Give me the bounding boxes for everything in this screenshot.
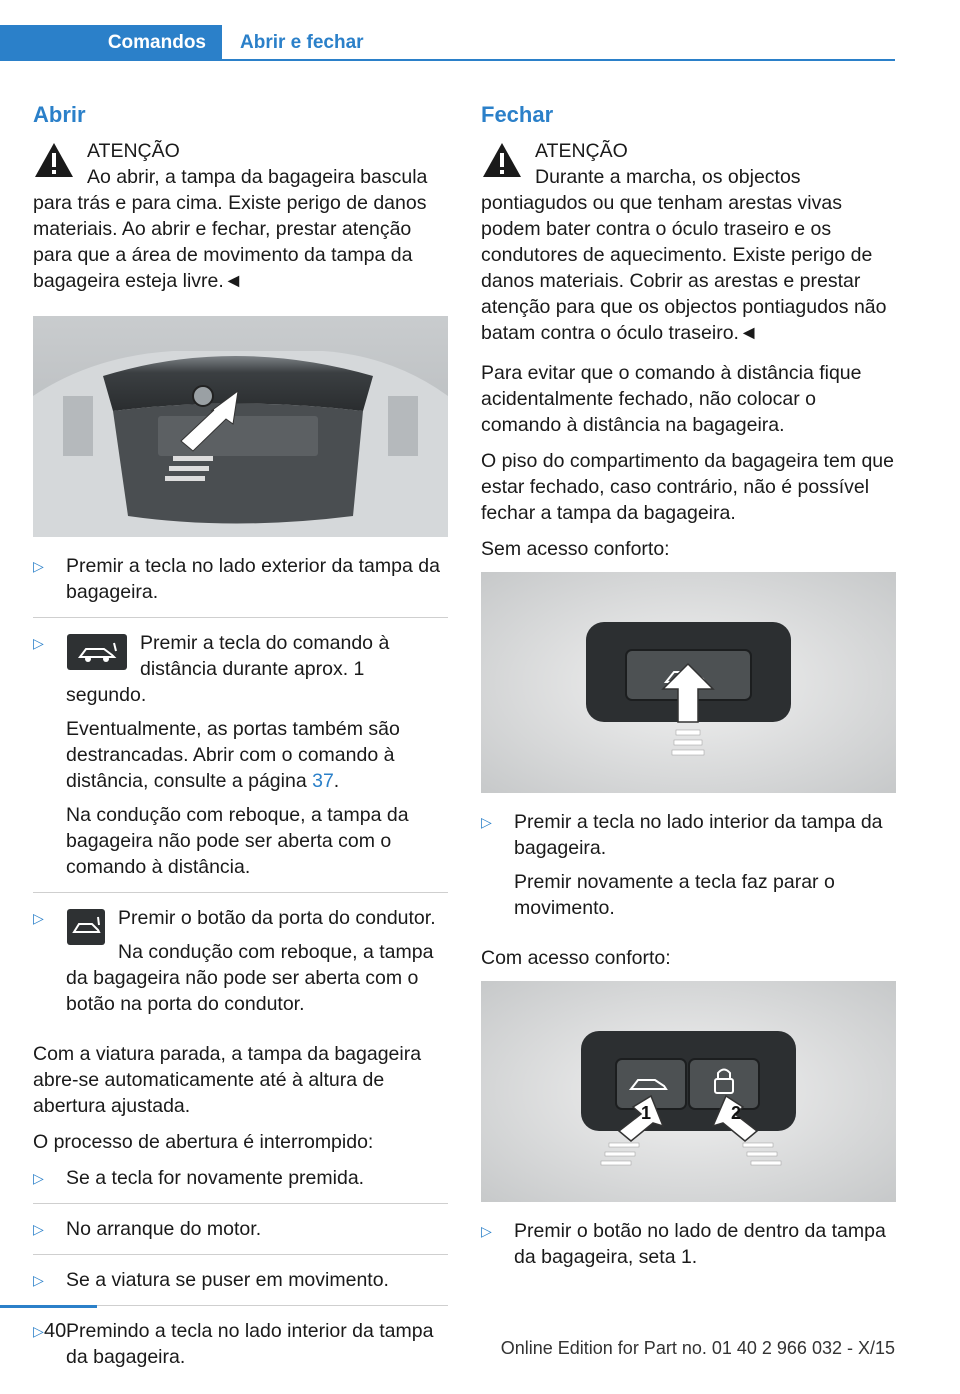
triangle-bullet-icon: ▷ [33, 910, 44, 926]
warning-title: ATENÇÃO [87, 140, 180, 162]
note-period: . [333, 770, 340, 792]
inner-trunk-button-photo [481, 572, 896, 793]
column-abrir [33, 100, 448, 1394]
header-tabs [0, 25, 895, 61]
triangle-bullet-icon: ▷ [33, 1170, 44, 1186]
list-item [33, 1165, 448, 1204]
no-comfort-label: Sem acesso conforto: [481, 538, 670, 560]
triangle-bullet-icon: ▷ [481, 814, 492, 830]
tab-comandos[interactable]: Comandos [0, 25, 222, 61]
step-note: Na condução com reboque, a tampa da bagageira não pode ser aberta com o botão na porta do condutor. [66, 941, 434, 1015]
triangle-bullet-icon: ▷ [481, 1223, 492, 1239]
heading-abrir: Abrir [33, 102, 86, 127]
header-rule [222, 59, 895, 61]
comfort-access-buttons-photo [481, 981, 896, 1202]
item-text: Se a viatura se puser em movimento. [66, 1269, 389, 1291]
floor-note: O piso do compartimento da bagageira tem que estar fechado, caso contrário, não é possível fechar a tampa da bagageira. [481, 450, 894, 524]
driver-door-trunk-button-icon [66, 908, 106, 946]
warning-box-close [481, 138, 896, 346]
tab-abrir-e-fechar[interactable]: Abrir e fechar [240, 32, 364, 53]
list-item [481, 809, 896, 933]
auto-open-text: Com a viatura parada, a tampa da bagageira abre-se automaticamente até à altura de abertura ajustada. [33, 1043, 422, 1117]
step-note [66, 716, 448, 794]
list-item [33, 630, 448, 893]
callout-label-2: 2 [731, 1103, 742, 1123]
item-text: Se a tecla for novamente premida. [66, 1167, 365, 1189]
trunk-lid-photo [33, 316, 448, 537]
warning-text: Ao abrir, a tampa da bagageira bascula para trás e para cima. Existe perigo de danos materiais. Ao abrir e fechar, prestar atenção para que a área de movimento da tampa da bagageira esteja livre.◄ [33, 166, 428, 292]
triangle-bullet-icon: ▷ [33, 635, 44, 651]
step-note: Premir novamente a tecla faz parar o movimento. [514, 871, 835, 919]
step-text: Premir a tecla no lado exterior da tampa da bagageira. [66, 555, 440, 603]
page-link-37[interactable]: 37 [312, 770, 334, 792]
item-text: Premindo a tecla no lado interior da tampa da bagageira. [66, 1320, 434, 1368]
item-text: No arranque do motor. [66, 1218, 262, 1240]
warning-title: ATENÇÃO [535, 140, 628, 162]
triangle-bullet-icon: ▷ [33, 558, 44, 574]
interrupt-intro: O processo de abertura é interrompido: [33, 1131, 374, 1153]
note-text: Eventualmente, as portas também são destrancadas. Abrir com o comando à distância, consulte a página [66, 718, 400, 792]
list-item [481, 1218, 896, 1270]
list-item [33, 553, 448, 618]
triangle-bullet-icon: ▷ [33, 1272, 44, 1288]
triangle-bullet-icon: ▷ [33, 1221, 44, 1237]
footer-rule [0, 1305, 97, 1308]
comfort-label: Com acesso conforto: [481, 947, 671, 969]
step-text: Premir o botão da porta do condutor. [118, 907, 436, 929]
no-comfort-list [481, 809, 896, 933]
comfort-list [481, 1218, 896, 1270]
heading-fechar: Fechar [481, 102, 554, 127]
warning-text: Durante a marcha, os objectos pontiagudos ou que tenham arestas vivas podem bater contra o óculo traseiro e os condutores de aquecimento. Existe perigo de danos materiais. Cobrir as arestas e prestar atenção para que os objectos pontiagudos não batam contra o óculo traseiro.◄ [481, 166, 887, 344]
list-item [33, 1318, 448, 1382]
remote-key-note: Para evitar que o comando à distância fique acidentalmente fechado, não colocar o comando à distância na bagageira. [481, 362, 862, 436]
remote-trunk-key-icon [66, 633, 128, 671]
triangle-bullet-icon: ▷ [33, 1323, 44, 1339]
list-item [33, 1267, 448, 1306]
step-note: Na condução com reboque, a tampa da bagageira não pode ser aberta com o comando à distância. [66, 804, 409, 878]
warning-triangle-icon [33, 141, 75, 179]
warning-triangle-icon [481, 141, 523, 179]
interrupt-list [33, 1165, 448, 1382]
open-steps-list [33, 553, 448, 1029]
warning-box-open [33, 138, 448, 294]
list-item [33, 1216, 448, 1255]
callout-label-1: 1 [641, 1103, 652, 1123]
column-fechar [481, 100, 896, 1280]
step-text: Premir a tecla no lado interior da tampa da bagageira. [514, 811, 883, 859]
step-text: Premir o botão no lado de dentro da tampa da bagageira, seta 1. [514, 1220, 886, 1268]
step-text: Premir a tecla do comando à distância durante aprox. 1 segundo. [66, 632, 390, 706]
list-item [33, 905, 448, 1029]
page-number: 40 [44, 1320, 67, 1342]
edition-footer: Online Edition for Part no. 01 40 2 966 032 - X/15 [500, 1338, 895, 1358]
